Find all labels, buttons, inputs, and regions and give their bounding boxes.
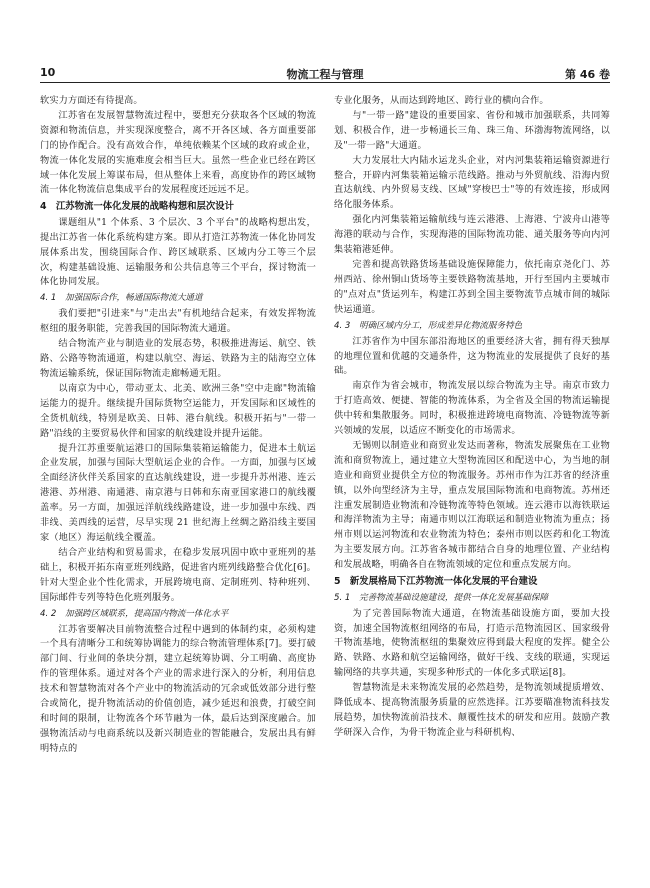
paragraph: 江苏省在发展智慧物流过程中，要想充分获取各个区域的物流资源和物流信息，并实现深度整合，离不开各区域、各方面重要部门的协作配合。没有高效合作，单纯依赖某个区域的政府或企业，物流一体化发展的实施难度会相当巨大。虽然一些企业已经在跨区域一体化发展上筹谋布局，但从整体上来看，高度协作的跨区域物流一体化物流信息集成平台的发展程度还远远不足。 <box>40 109 316 196</box>
left-column <box>40 94 316 757</box>
running-header <box>40 62 610 83</box>
paragraph: 大力发展壮大内陆水运龙头企业，对内河集装箱运输资源进行整合，开辟内河集装箱运输示范线路。推动与外贸航线、沿海内贸直达航线、内外贸易支线、区域"穿梭巴士"等的有效连接，形成网络化服务体系。 <box>334 154 610 211</box>
paragraph: 提升江苏重要航运港口的国际集装箱运输能力，促进本土航运企业发展，加强与国际大型航运企业的合作。一方面，加强与区域全面经济伙伴关系国家的直达航线建设，进一步提升苏州港、连云港港、苏州港、南通港、南京港与日韩和东南亚国家港口的航线覆盖率。另一方面，加强远洋航线线路建设，进一步加强中东线、西非线、美西线的运营，尽早实现 21 世纪海上丝绸之路沿线主要国家（地区）海运航线全覆盖。 <box>40 442 316 543</box>
page-number: 10 <box>40 66 56 79</box>
paragraph: 完善和提高铁路货场基础设施保障能力，依托南京尧化门、苏州西站、徐州铜山货场等主要铁路物流基地，开行至国内主要城市的"点对点"货运列车，构建江苏到全国主要物流节点城市间的城际快运通道。 <box>334 258 610 315</box>
paragraph: 以南京为中心，带动亚太、北美、欧洲三条"空中走廊"物流输运能力的提升。继续提升国际货物空运能力，开发国际和区域性的全货机航线，特别是欧美、日韩、港台航线。积极开拓与"一带一路"沿线的主要贸易伙伴和国家的航线建设并提升运能。 <box>40 382 316 439</box>
journal-title: 物流工程与管理 <box>286 68 364 81</box>
paragraph: 我们要把"引进来"与"走出去"有机地结合起来，有效发挥物流枢纽的服务职能，完善我国的国际物流大通道。 <box>40 308 316 335</box>
subsection-heading-4-1: 4. 1 加强国际合作，畅通国际物流大通道 <box>40 293 203 304</box>
section-heading-4: 4 江苏物流一体化发展的战略构想和层次设计 <box>40 201 235 213</box>
paragraph: 为了完善国际物流大通道，在物流基础设施方面，要加大投资，加速全国物流枢纽网络的布局，打造示范物流园区、国家级骨干物流基地，使物流枢纽的集聚效应得到最大程度的发挥。健全公路、铁路、水路和航空运输网络，做好干线、支线的联通，实现运输网络的共享共通，实现多种形式的一体化多式联运[8]。 <box>334 607 610 679</box>
paragraph: 无锡则以制造业和商贸业发达而著称，物流发展聚焦在工业物流和商贸物流上，通过建立大型物流园区和配送中心，为当地的制造业和商贸业提供全方位的物流服务。苏州市作为江苏省的经济重镇，以外向型经济为主导，重点发展国际物流和电商物流。苏州还注重发展制造业物流和冷链物流等特色领域。连云港市以海铁联运和海洋物流为主导；南通市则以江海联运和制造业物流为重点；扬州市则以运河物流和农业物流为特色；泰州市则以医药和化工物流为主要发展方向。江苏省各城市都结合自身的地理位置、产业结构和发展战略，明确各自在物流领域的定位和重点发展方向。 <box>334 439 610 571</box>
paragraph: 软实力方面还有待提高。 <box>40 95 143 106</box>
subsection-heading-4-2: 4. 2 加强跨区域联系，提高国内物流一体化水平 <box>40 608 229 619</box>
paragraph: 结合物流产业与制造业的发展态势，积极推进海运、航空、铁路、公路等物流通道，构建以航空、海运、铁路为主的陆海空立体物流运输系统，保证国际物流走廊畅通无阻。 <box>40 338 316 379</box>
paragraph: 江苏省作为中国东部沿海地区的重要经济大省，拥有得天独厚的地理位置和优越的交通条件，这为物流业的发展提供了良好的基础。 <box>334 335 610 377</box>
paragraph: 与"一带一路"建设的重要国家、省份和城市加强联系，共同筹划、积极合作，进一步畅通长三角、珠三角、环渤海物流网络，以及"一带一路"大通道。 <box>334 109 610 151</box>
subsection-heading-4-3: 4. 3 明确区域内分工，形成差异化物流服务特色 <box>334 320 523 331</box>
right-column <box>334 94 610 741</box>
section-heading-5: 5 新发展格局下江苏物流一体化发展的平台建设 <box>334 576 538 588</box>
paragraph: 南京作为省会城市，物流发展以综合物流为主导。南京市致力于打造高效、便捷、智能的物流体系，为全省及全国的物流运输提供中转和集散服务。同时，积极推进跨境电商物流、冷链物流等新兴领域的发展，以适应不断变化的市场需求。 <box>334 380 610 437</box>
volume-label: 第 46 卷 <box>565 68 610 81</box>
paragraph: 江苏省要解决目前物流整合过程中遇到的体制约束，必须构建一个具有清晰分工和统筹协调能力的综合物流管理体系[7]。要打破部门间、行业间的条块分割，建立起统筹协调、分工明确、高度协作的管理体系。通过对各个产业的需求进行深入的分析，利用信息技术和智慧物流对各个产业中的物流活动的冗余或低效部分进行整合或简化，提升物流活动的价值创造，减少延迟和浪费，打破空间和时间的限制，让物流各个环节融为一体，最后达到深度融合。加强物流活动与电商系统以及新兴制造业的智能融合，发展出具有鲜明特点的 <box>40 623 316 754</box>
paragraph: 智慧物流是未来物流发展的必然趋势，是物流领域提质增效、降低成本、提高物流服务质量的应然选择。江苏要瞄准物流科技发展趋势，加快物流前沿技术、颠覆性技术的研发和应用。鼓励产教学研深入合作，为骨干物流企业与科研机构、 <box>334 682 610 738</box>
subsection-heading-5-1: 5. 1 完善物流基础设施建设，提供一体化发展基础保障 <box>334 592 549 603</box>
paragraph: 强化内河集装箱运输航线与连云港港、上海港、宁波舟山港等海港的联动与合作，实现海港的国际物流功能、通关服务等向内河集装箱港延伸。 <box>334 214 610 256</box>
paragraph: 结合产业结构和贸易需求，在稳步发展巩固中欧中亚班列的基础上，积极开拓东南亚班列线路，促进省内班列线路整合优化[6]。针对大型企业个性化需求，开展跨境电商、定制班列、特种班列、国际邮件专列等特色化班列服务。 <box>40 546 316 603</box>
paragraph: 专业化服务，从而达到跨地区、跨行业的横向合作。 <box>334 95 549 106</box>
paragraph: 课题组从"1 个体系、3 个层次、3 个平台"的战略构想出发，提出江苏省一体化系统构建方案。即从打造江苏物流一体化协同发展体系出发，围绕国际合作、跨区域联系、区域内分工等三个层次，构建基础设施、运输服务和公共信息等三个平台，探讨物流一体化协同发展。 <box>40 216 316 288</box>
